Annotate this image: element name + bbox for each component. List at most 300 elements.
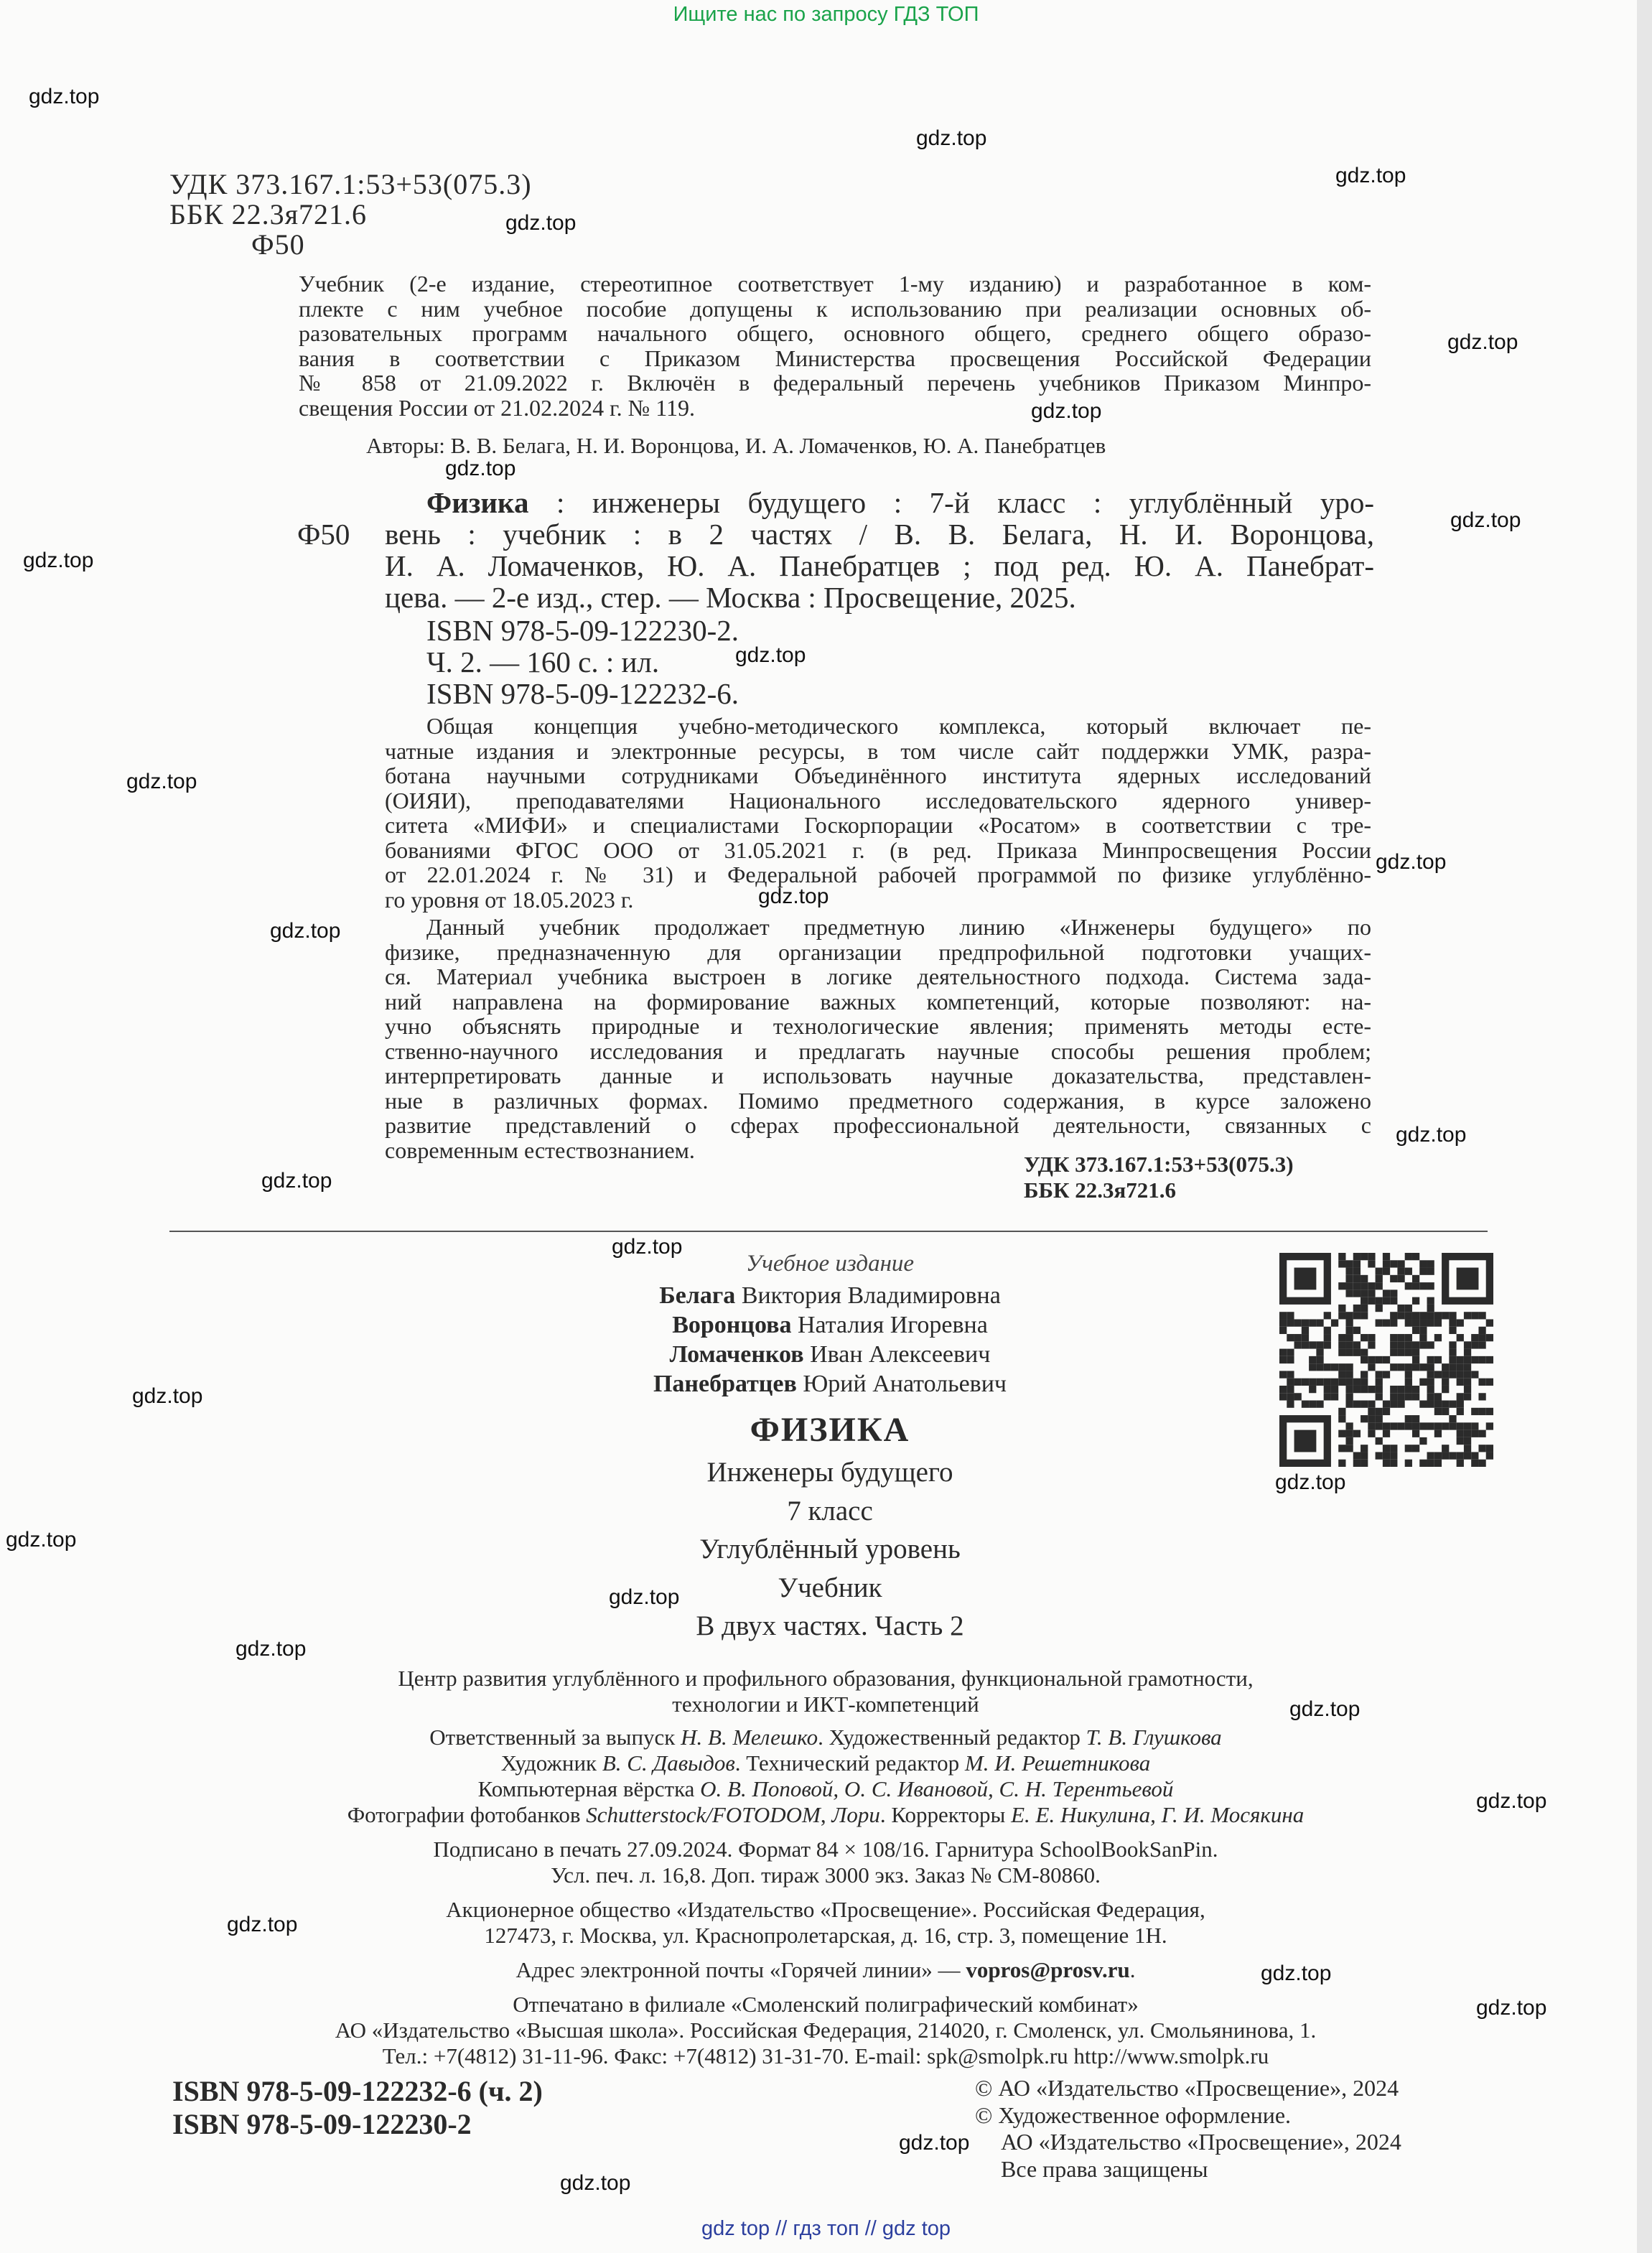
qr-module <box>1471 1334 1478 1341</box>
watermark: gdz.top <box>1447 330 1518 354</box>
credit-segment: Усл. печ. л. 16,8. Доп. тираж 3000 экз. Заказ № СМ-80860. <box>551 1862 1101 1888</box>
author-name <box>471 1281 1189 1310</box>
qr-module <box>1338 1341 1345 1348</box>
qr-module <box>1478 1430 1485 1437</box>
qr-module <box>1412 1253 1419 1260</box>
watermark: gdz.top <box>758 885 829 908</box>
book-type: Учебник <box>778 1572 882 1603</box>
text-line: ботана научными сотрудниками Объединённого института ядерных исследований <box>385 762 1371 788</box>
qr-module <box>1405 1379 1412 1386</box>
qr-module <box>1478 1460 1485 1467</box>
qr-module <box>1376 1386 1383 1393</box>
qr-module <box>1405 1445 1412 1452</box>
qr-module <box>1412 1415 1419 1422</box>
qr-module <box>1434 1422 1442 1429</box>
qr-module <box>1302 1327 1309 1334</box>
qr-module <box>1397 1334 1404 1341</box>
qr-module <box>1383 1460 1390 1467</box>
qr-module <box>1361 1452 1368 1459</box>
concept-paragraph <box>385 714 1371 912</box>
qr-module <box>1478 1341 1485 1348</box>
biblio-pages: Ч. 2. — 160 с. : ил. <box>426 645 660 678</box>
qr-module <box>1471 1460 1478 1467</box>
qr-module <box>1338 1415 1345 1422</box>
qr-module <box>1390 1401 1397 1408</box>
qr-module <box>1412 1327 1419 1334</box>
watermark: gdz.top <box>227 1913 298 1936</box>
biblio-lines <box>385 518 1374 613</box>
credit-segment: технологии и ИКТ-компетенций <box>672 1692 979 1717</box>
qr-module <box>1457 1319 1464 1326</box>
qr-module <box>1419 1422 1427 1429</box>
qr-module <box>1442 1452 1449 1459</box>
qr-module <box>1457 1422 1464 1429</box>
qr-module <box>1449 1312 1456 1319</box>
qr-module <box>1457 1460 1464 1467</box>
qr-module <box>1294 1430 1317 1452</box>
author-surname: Белага <box>659 1282 736 1309</box>
qr-module <box>1397 1268 1404 1275</box>
watermark: gdz.top <box>23 549 94 572</box>
text-line: ные в различных формах. Помимо предметного содержания, в курсе заложено <box>385 1087 1371 1114</box>
qr-module <box>1427 1422 1434 1429</box>
author-name <box>471 1310 1189 1340</box>
qr-module <box>1412 1393 1419 1400</box>
qr-module <box>1345 1341 1353 1348</box>
qr-module <box>1287 1371 1294 1378</box>
qr-module <box>1427 1460 1434 1467</box>
qr-module <box>1419 1327 1427 1334</box>
qr-module <box>1368 1289 1375 1297</box>
qr-module <box>1376 1415 1383 1422</box>
credit-segment: Лори <box>831 1802 880 1827</box>
qr-module <box>1412 1312 1419 1319</box>
qr-module <box>1397 1349 1404 1356</box>
qr-module <box>1405 1319 1412 1326</box>
qr-module <box>1464 1349 1471 1356</box>
watermark: gdz.top <box>126 770 197 793</box>
qr-module <box>1353 1253 1361 1260</box>
qr-module <box>1353 1452 1361 1459</box>
qr-module <box>1316 1401 1323 1408</box>
qr-module <box>1442 1379 1449 1386</box>
copyright-4: Все права защищены <box>1001 2155 1208 2182</box>
qr-module <box>1397 1401 1404 1408</box>
qr-module <box>1324 1393 1331 1400</box>
qr-module <box>1464 1422 1471 1429</box>
qr-code-icon[interactable] <box>1279 1253 1493 1467</box>
qr-module <box>1471 1356 1478 1363</box>
qr-module <box>1353 1268 1361 1275</box>
qr-module <box>1427 1379 1434 1386</box>
qr-module <box>1427 1356 1434 1363</box>
qr-module <box>1287 1356 1294 1363</box>
copyright-1: © АО «Издательство «Просвещение», 2024 <box>975 2075 1399 2101</box>
qr-module <box>1383 1430 1390 1437</box>
qr-module <box>1464 1379 1471 1386</box>
text-line: плекте с ним учебное пособие допущены к использованию при реализации основных об- <box>299 295 1371 322</box>
qr-module <box>1471 1422 1478 1429</box>
qr-module <box>1368 1334 1375 1341</box>
qr-module <box>1412 1386 1419 1393</box>
qr-module <box>1434 1356 1442 1363</box>
qr-module <box>1316 1356 1323 1363</box>
qr-module <box>1383 1253 1390 1260</box>
bbk-code: ББК 22.3я721.6 <box>169 198 368 230</box>
watermark: gdz.top <box>899 2131 970 2155</box>
qr-module <box>1345 1260 1353 1267</box>
part: В двух частях. Часть 2 <box>696 1610 964 1641</box>
qr-module <box>1412 1297 1419 1305</box>
watermark: gdz.top <box>1376 850 1447 874</box>
credit-segment: . <box>1129 1957 1136 1982</box>
qr-module <box>1442 1312 1449 1319</box>
qr-module <box>1383 1422 1390 1429</box>
qr-module <box>1294 1379 1302 1386</box>
qr-module <box>1345 1445 1353 1452</box>
qr-module <box>1397 1260 1404 1267</box>
qr-module <box>1376 1275 1383 1282</box>
qr-module <box>1397 1305 1404 1312</box>
qr-module <box>1294 1393 1302 1400</box>
qr-module <box>1427 1452 1434 1459</box>
credit-line <box>115 1992 1536 2018</box>
qr-module <box>1405 1393 1412 1400</box>
qr-module <box>1457 1356 1464 1363</box>
qr-module <box>1397 1386 1404 1393</box>
qr-module <box>1376 1422 1383 1429</box>
isbn-part: ISBN 978-5-09-122232-6 (ч. 2) <box>172 2075 543 2107</box>
author-given: Наталия Игоревна <box>791 1312 988 1338</box>
credit-line <box>115 2043 1536 2069</box>
qr-module <box>1361 1312 1368 1319</box>
qr-module <box>1338 1430 1345 1437</box>
credit-line <box>115 1837 1536 1862</box>
qr-module <box>1412 1282 1419 1289</box>
qr-module <box>1309 1341 1316 1348</box>
qr-module <box>1405 1415 1412 1422</box>
qr-module <box>1405 1460 1412 1467</box>
qr-module <box>1324 1327 1331 1334</box>
qr-module <box>1405 1268 1412 1275</box>
qr-module <box>1353 1260 1361 1267</box>
qr-module <box>1390 1289 1397 1297</box>
qr-module <box>1457 1430 1464 1437</box>
credit-segment: Компьютерная вёрстка <box>477 1776 701 1801</box>
qr-module <box>1449 1415 1456 1422</box>
credit-segment: Ответственный за выпуск <box>429 1725 681 1750</box>
credit-segment: АО «Издательство «Высшая школа». Российская Федерация, 214020, г. Смоленск, ул. Смольянинова, 1. <box>335 2018 1317 2043</box>
qr-module <box>1471 1408 1478 1415</box>
text-line: № 858 от 21.09.2022 г. Включён в федеральный перечень учебников Приказом Минпро- <box>299 370 1371 396</box>
qr-module <box>1376 1408 1383 1415</box>
qr-module <box>1316 1363 1323 1371</box>
qr-module <box>1287 1319 1294 1326</box>
qr-module <box>1287 1386 1294 1393</box>
author-given: Виктория Владимировна <box>735 1282 1001 1309</box>
watermark: gdz.top <box>735 643 806 667</box>
qr-module <box>1405 1422 1412 1429</box>
qr-module <box>1390 1334 1397 1341</box>
qr-module <box>1390 1349 1397 1356</box>
qr-module <box>1397 1422 1404 1429</box>
qr-module <box>1353 1386 1361 1393</box>
qr-module <box>1376 1452 1383 1459</box>
qr-module <box>1412 1275 1419 1282</box>
qr-module <box>1279 1356 1287 1363</box>
qr-module <box>1390 1422 1397 1429</box>
qr-module <box>1368 1260 1375 1267</box>
qr-module <box>1449 1327 1456 1334</box>
watermark: gdz.top <box>261 1169 332 1193</box>
qr-module <box>1405 1363 1412 1371</box>
qr-module <box>1361 1445 1368 1452</box>
qr-module <box>1464 1312 1471 1319</box>
qr-module <box>1390 1275 1397 1282</box>
credit-line <box>115 1776 1536 1802</box>
qr-module <box>1338 1371 1345 1378</box>
qr-module <box>1361 1379 1368 1386</box>
qr-module <box>1478 1393 1485 1400</box>
qr-module <box>1316 1379 1323 1386</box>
qr-module <box>1331 1319 1338 1326</box>
qr-module <box>1390 1319 1397 1326</box>
credit-segment: Подписано в печать 27.09.2024. Формат 84 × 108/16. Гарнитура SchoolBookSanPin. <box>433 1837 1218 1862</box>
grade: 7 класс <box>787 1495 873 1526</box>
credit-segment: , <box>820 1802 832 1827</box>
text-line: И. А. Ломаченков, Ю. А. Панебратцев ; под ред. Ю. А. Панебрат- <box>385 549 1374 582</box>
qr-module <box>1345 1334 1353 1341</box>
qr-module <box>1434 1319 1442 1326</box>
author-surname: Панебратцев <box>653 1371 797 1397</box>
qr-module <box>1427 1341 1434 1348</box>
qr-module <box>1457 1268 1479 1290</box>
qr-module <box>1383 1319 1390 1326</box>
qr-module <box>1427 1319 1434 1326</box>
qr-module <box>1338 1253 1345 1260</box>
qr-module <box>1345 1275 1353 1282</box>
text-line: вень : учебник : в 2 частях / В. В. Белага, Н. И. Воронцова, <box>385 518 1374 551</box>
qr-module <box>1390 1341 1397 1348</box>
qr-module <box>1345 1363 1353 1371</box>
qr-module <box>1361 1253 1368 1260</box>
authors-line: Авторы: В. В. Белага, Н. И. Воронцова, И. А. Ломаченков, Ю. А. Панебратцев <box>366 433 1106 458</box>
qr-module <box>1331 1393 1338 1400</box>
qr-module <box>1338 1460 1345 1467</box>
qr-module <box>1457 1408 1464 1415</box>
qr-module <box>1419 1268 1427 1275</box>
credit-segment: Т. В. Глушкова <box>1086 1725 1222 1750</box>
qr-module <box>1368 1282 1375 1289</box>
credits <box>115 1666 1536 2069</box>
text-line: Общая концепция учебно-методического комплекса, который включает пе- <box>426 713 1371 739</box>
text-line: вания в соответствии с Приказом Министерства просвещения Российской Федерации <box>299 345 1371 371</box>
qr-module <box>1434 1408 1442 1415</box>
qr-module <box>1419 1319 1427 1326</box>
watermark: gdz.top <box>270 919 341 943</box>
qr-module <box>1294 1319 1302 1326</box>
title-lines <box>471 1453 1189 1646</box>
qr-module <box>1302 1341 1309 1348</box>
qr-module <box>1412 1356 1419 1363</box>
qr-module <box>1361 1401 1368 1408</box>
qr-module <box>1368 1341 1375 1348</box>
watermark: gdz.top <box>1275 1470 1346 1494</box>
biblio-isbn-2: ISBN 978-5-09-122232-6. <box>426 677 739 710</box>
qr-module <box>1486 1334 1493 1341</box>
qr-module <box>1390 1460 1397 1467</box>
credit-segment: Schutterstock/FOTODOM <box>586 1802 821 1827</box>
qr-module <box>1427 1312 1434 1319</box>
text-line: Данный учебник продолжает предметную линию «Инженеры будущего» по <box>426 914 1371 940</box>
qr-module <box>1478 1327 1485 1334</box>
qr-module <box>1390 1393 1397 1400</box>
qr-module <box>1361 1371 1368 1378</box>
qr-module <box>1442 1386 1449 1393</box>
qr-module <box>1376 1437 1383 1445</box>
qr-module <box>1361 1282 1368 1289</box>
author-surname: Воронцова <box>672 1312 792 1338</box>
watermark: gdz.top <box>609 1585 680 1609</box>
watermark: gdz.top <box>132 1384 203 1408</box>
qr-module <box>1345 1437 1353 1445</box>
qr-module <box>1405 1341 1412 1348</box>
qr-module <box>1457 1401 1464 1408</box>
qr-module <box>1412 1319 1419 1326</box>
credit-segment: . Корректоры <box>879 1802 1012 1827</box>
qr-module <box>1434 1401 1442 1408</box>
credit-segment: Н. В. Мелешко <box>681 1725 818 1750</box>
search-banner[interactable]: Ищите нас по запросу ГДЗ ТОП <box>673 3 979 26</box>
qr-module <box>1464 1341 1471 1348</box>
qr-module <box>1464 1363 1471 1371</box>
qr-module <box>1442 1445 1449 1452</box>
text-line: ся. Материал учебника выстроен в логике деятельностного подхода. Система зада- <box>385 964 1371 989</box>
watermark: gdz.top <box>1335 164 1406 187</box>
biblio-title: Физика <box>426 486 529 519</box>
qr-module <box>1471 1430 1478 1437</box>
qr-module <box>1338 1282 1345 1289</box>
qr-module <box>1449 1356 1456 1363</box>
qr-module <box>1457 1437 1464 1445</box>
author-given: Юрий Анатольевич <box>796 1371 1007 1397</box>
qr-module <box>1478 1312 1485 1319</box>
qr-module <box>1457 1393 1464 1400</box>
qr-module <box>1368 1356 1375 1363</box>
qr-module <box>1345 1268 1353 1275</box>
qr-module <box>1279 1312 1287 1319</box>
qr-module <box>1383 1297 1390 1305</box>
qr-module <box>1427 1386 1434 1393</box>
qr-module <box>1383 1268 1390 1275</box>
qr-module <box>1442 1363 1449 1371</box>
qr-module <box>1368 1386 1375 1393</box>
qr-module <box>1449 1452 1456 1459</box>
qr-module <box>1390 1312 1397 1319</box>
footer-links[interactable]: gdz top // гдз топ // gdz top <box>701 2217 951 2240</box>
biblio-code: Ф50 <box>297 518 350 551</box>
header-codes <box>169 169 532 260</box>
credit-segment: . Технический редактор <box>734 1750 965 1776</box>
qr-module <box>1353 1312 1361 1319</box>
copyright-block <box>975 2075 1401 2183</box>
qr-module <box>1316 1319 1323 1326</box>
qr-module <box>1279 1349 1287 1356</box>
text-line: (ОИЯИ), преподавателями Национального исследовательского ядерного универ- <box>385 787 1371 813</box>
qr-module <box>1353 1327 1361 1334</box>
qr-module <box>1345 1312 1353 1319</box>
qr-module <box>1412 1422 1419 1429</box>
qr-module <box>1353 1289 1361 1297</box>
text-line: бованиями ФГОС ООО от 31.05.2021 г. (в ред. Приказа Минпросвещения России <box>385 836 1371 863</box>
udk-right: УДК 373.167.1:53+53(075.3) <box>1024 1152 1294 1177</box>
qr-module <box>1302 1379 1309 1386</box>
qr-module <box>1434 1371 1442 1378</box>
credit-line <box>115 1666 1536 1692</box>
qr-module <box>1412 1349 1419 1356</box>
qr-module <box>1383 1260 1390 1267</box>
qr-module <box>1368 1430 1375 1437</box>
author-given: Иван Алексеевич <box>803 1341 991 1368</box>
qr-module <box>1486 1452 1493 1459</box>
qr-module <box>1368 1422 1375 1429</box>
qr-module <box>1338 1312 1345 1319</box>
qr-module <box>1331 1379 1338 1386</box>
qr-module <box>1361 1275 1368 1282</box>
credit-segment: . Художественный редактор <box>818 1725 1086 1750</box>
qr-module <box>1368 1253 1375 1260</box>
biblio-isbn-1: ISBN 978-5-09-122230-2. <box>426 614 739 647</box>
level: Углублённый уровень <box>699 1534 961 1564</box>
qr-module <box>1478 1445 1485 1452</box>
qr-module <box>1279 1327 1287 1334</box>
qr-module <box>1486 1356 1493 1363</box>
qr-module <box>1368 1408 1375 1415</box>
qr-module <box>1383 1401 1390 1408</box>
qr-module <box>1324 1363 1331 1371</box>
approval-paragraph <box>299 271 1371 420</box>
qr-module <box>1464 1356 1471 1363</box>
biblio-first-rest: : инженеры будущего : 7-й класс : углублённый уро- <box>528 486 1374 519</box>
qr-module <box>1434 1334 1442 1341</box>
isbn-set: ISBN 978-5-09-122230-2 <box>172 2108 472 2140</box>
qr-module <box>1383 1356 1390 1363</box>
qr-module <box>1442 1408 1449 1415</box>
credit-segment: О. В. Поповой, О. С. Ивановой, С. Н. Терентьевой <box>700 1776 1174 1801</box>
qr-module <box>1338 1260 1345 1267</box>
email-link[interactable]: vopros@prosv.ru <box>966 1957 1130 1982</box>
qr-module <box>1442 1371 1449 1378</box>
qr-module <box>1324 1334 1331 1341</box>
qr-module <box>1412 1341 1419 1348</box>
qr-module <box>1287 1401 1294 1408</box>
qr-module <box>1412 1445 1419 1452</box>
qr-module <box>1478 1356 1485 1363</box>
qr-module <box>1361 1415 1368 1422</box>
biblio-record <box>385 487 1374 709</box>
qr-module <box>1294 1334 1302 1341</box>
qr-module <box>1449 1341 1456 1348</box>
text-line: Учебник (2-е издание, стереотипное соответствует 1-му изданию) и разработанное в ком- <box>299 271 1371 297</box>
qr-module <box>1345 1327 1353 1334</box>
credit-line <box>115 1725 1536 1750</box>
qr-module <box>1294 1341 1302 1348</box>
qr-module <box>1331 1363 1338 1371</box>
qr-module <box>1353 1341 1361 1348</box>
qr-module <box>1376 1282 1383 1289</box>
watermark: gdz.top <box>6 1528 77 1552</box>
qr-module <box>1397 1393 1404 1400</box>
